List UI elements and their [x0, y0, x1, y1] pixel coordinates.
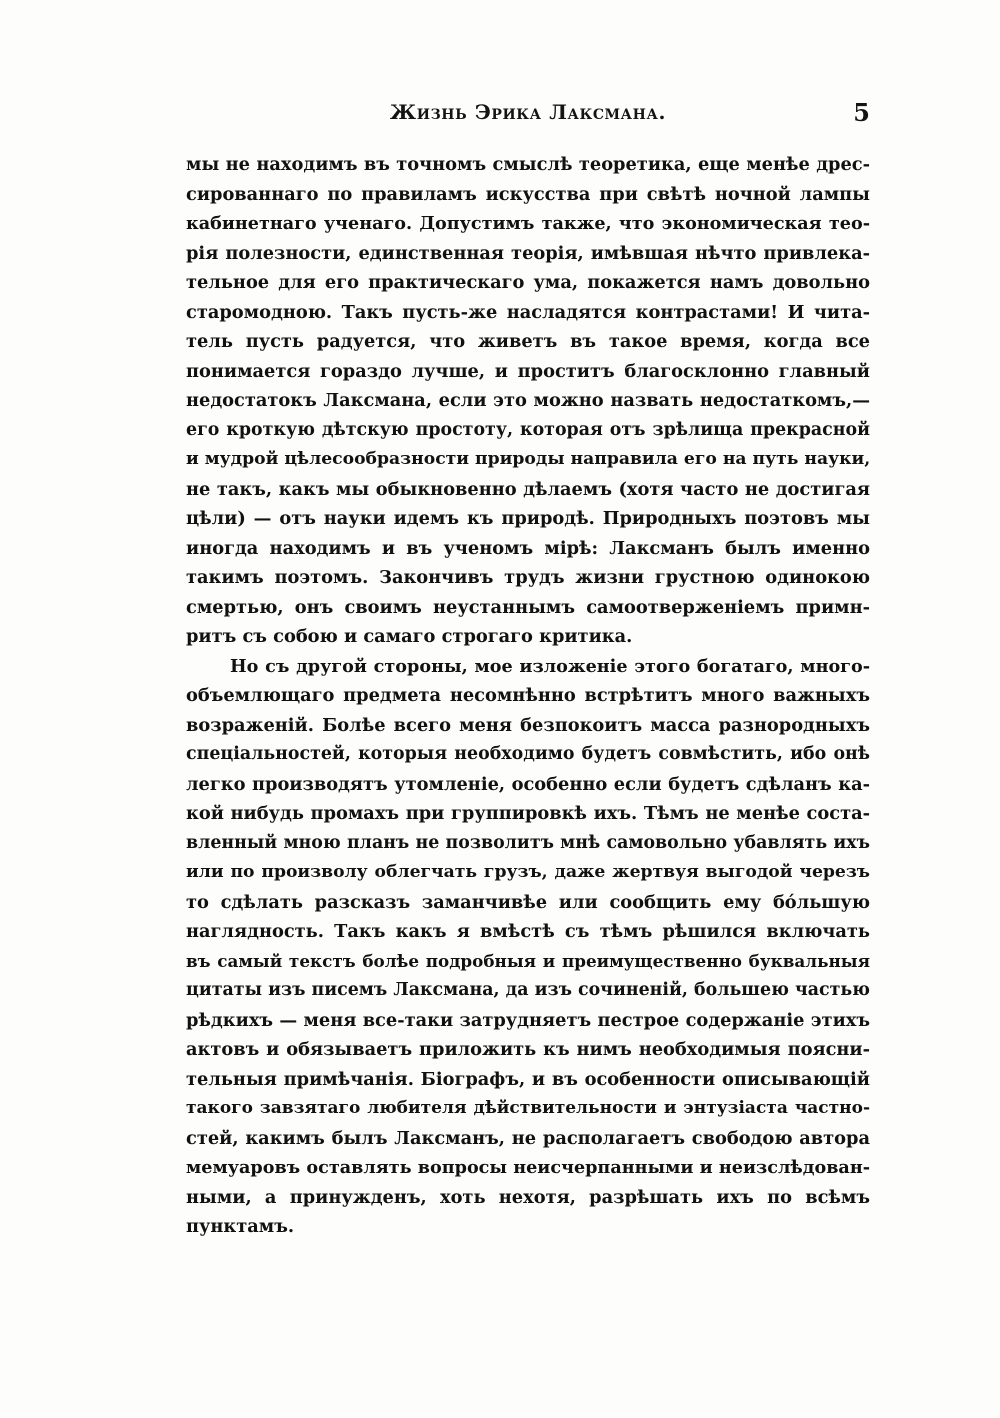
text-line: старомодною. Такъ пусть-же насладятся контрастами! И чита- [186, 301, 870, 323]
text-line: смертью, онъ своимъ неустаннымъ самоотверженіемъ примн- [186, 596, 870, 618]
text-line: недостатокъ Лаксмана, если это можно назвать недостаткомъ,— [186, 390, 870, 411]
text-line: кабинетнаго ученаго. Допустимъ также, что экономическая тео- [186, 213, 870, 234]
text-line: въ самый текстъ болѣе подробныя и преимущественно буквальныя [186, 950, 870, 971]
text-line: такого завзятаго любителя дѣйствительности и энтузіаста частно- [186, 1098, 870, 1118]
text-line: ритъ съ собою и самаго строгаго критика. [186, 626, 633, 647]
text-line: рія полезности, единственная теорія, имѣвшая нѣчто привлека- [186, 242, 870, 264]
text-line: актовъ и обязываетъ приложить къ нимъ необходимыя поясни- [186, 1039, 870, 1060]
text-line: цитаты изъ писемъ Лаксмана, да изъ сочиненій, большею частью [186, 980, 870, 1000]
text-line: объемлющаго предмета несомнѣнно встрѣтитъ много важныхъ [186, 685, 870, 706]
text-line: кой нибудь промахъ при группировкѣ ихъ. Тѣмъ не менѣе соста- [186, 803, 870, 824]
body-text [186, 150, 870, 1242]
page-header [186, 100, 870, 132]
text-line: то сдѣлать разсказъ заманчивѣе или сообщить ему бóльшую [186, 891, 870, 913]
text-line: тель пусть радуется, что живетъ въ такое время, когда все [186, 331, 870, 352]
text-line: сированнаго по правиламъ искусства при свѣтѣ ночной лампы [186, 183, 870, 205]
text-line: вленный мною планъ не позволитъ мнѣ самовольно убавлять ихъ [186, 832, 870, 853]
text-line: не такъ, какъ мы обыкновенно дѣлаемъ (хотя часто не достигая [186, 478, 870, 500]
text-line: мы не находимъ въ точномъ смыслѣ теоретика, еще менѣе дрес- [186, 154, 870, 175]
paragraph-1 [186, 150, 870, 652]
text-line: цѣли) — отъ науки идемъ къ природѣ. Природныхъ поэтовъ мы [186, 508, 870, 529]
text-line: его кроткую дѣтскую простоту, которая отъ зрѣлища прекрасной [186, 419, 870, 440]
text-line: возраженій. Болѣе всего меня безпокоитъ масса разнородныхъ [186, 714, 870, 736]
text-line: мемуаровъ оставлять вопросы неисчерпанными и неизслѣдован- [186, 1157, 870, 1178]
paragraph-2 [186, 652, 870, 1242]
text-line: легко производятъ утомленіе, особенно если будетъ сдѣланъ ка- [186, 773, 870, 795]
text-line: Но съ другой стороны, мое изложеніе этого богатаго, много- [230, 655, 870, 677]
text-line: наглядность. Такъ какъ я вмѣстѣ съ тѣмъ рѣшился включать [186, 921, 870, 942]
text-line: и мудрой цѣлесообразности природы направила его на путь науки, [186, 449, 870, 469]
text-line: тельное для его практическаго ума, покажется намъ довольно [186, 272, 870, 293]
text-line: спеціальностей, которыя необходимо будетъ совмѣстить, ибо онѣ [186, 744, 870, 764]
text-line: понимается гораздо лучше, и проститъ благосклонно главный [186, 360, 870, 382]
text-line: иногда находимъ и въ ученомъ мірѣ: Лаксманъ былъ именно [186, 537, 870, 559]
text-line: тельныя примѣчанія. Біографъ, и въ особенности описывающій [186, 1068, 870, 1090]
text-line: ными, а принужденъ, хоть нехотя, разрѣшать ихъ по всѣмъ [186, 1186, 870, 1208]
text-line: пунктамъ. [186, 1216, 295, 1237]
running-title: Жизнь Эрика Лаксмана. [389, 100, 667, 124]
text-line: или по произволу облегчать грузъ, даже жертвуя выгодой черезъ [186, 862, 870, 882]
text-line: рѣдкихъ — меня все-таки затрудняетъ пестрое содержаніе этихъ [186, 1009, 870, 1031]
text-line: стей, какимъ былъ Лаксманъ, не располагаетъ свободою автора [186, 1127, 870, 1149]
text-line: такимъ поэтомъ. Закончивъ трудъ жизни грустною одинокою [186, 567, 870, 588]
page-number: 5 [853, 98, 870, 127]
